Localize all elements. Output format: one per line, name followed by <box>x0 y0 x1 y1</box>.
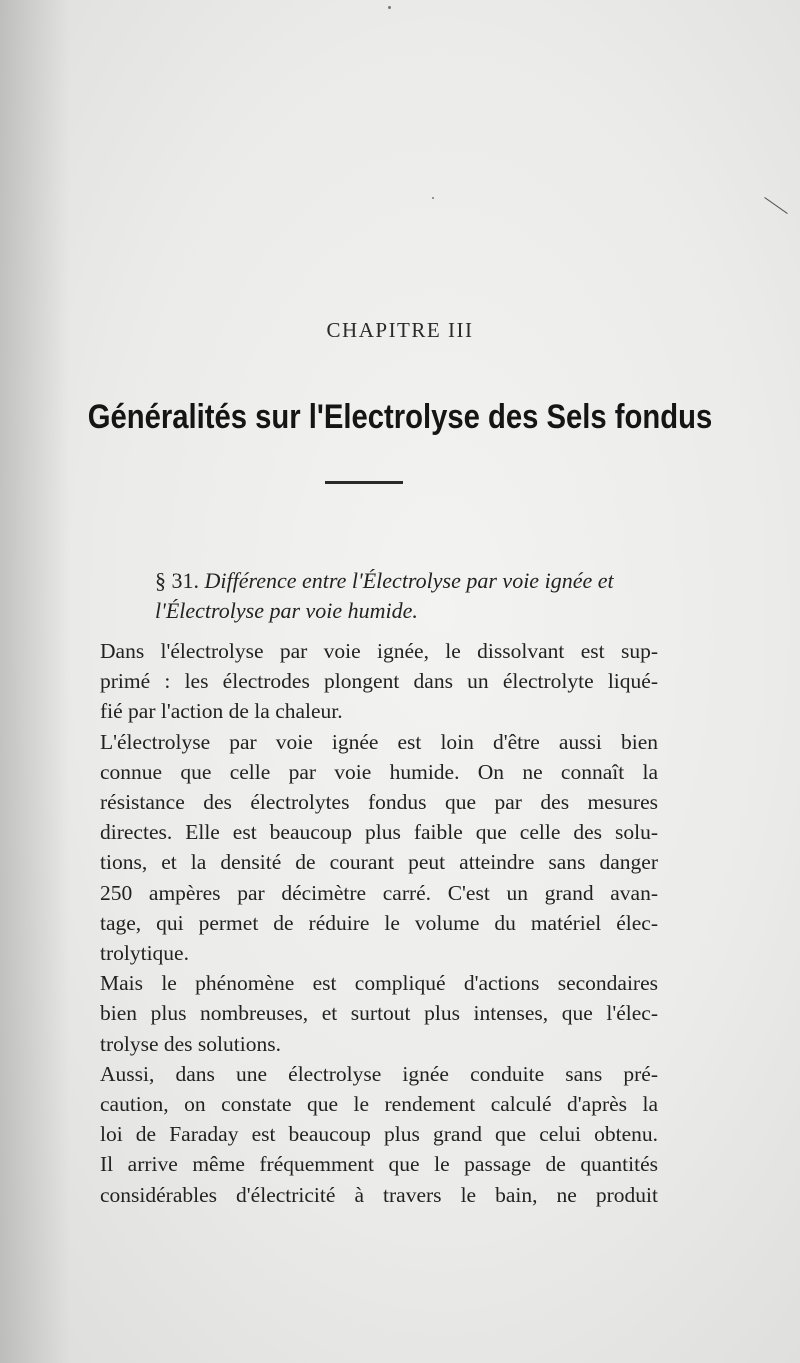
chapter-title: Généralités sur l'Electrolyse des Sels fondus <box>87 398 713 436</box>
text-line: Dans l'électrolyse par voie ignée, le dissolvant est sup- <box>100 639 658 663</box>
text-line: tions, et la densité de courant peut atteindre sans danger <box>100 850 658 875</box>
text-line: Mais le phénomène est compliqué d'actions secondaires <box>100 971 658 996</box>
text-line: trolyse des solutions. <box>100 1031 281 1056</box>
paragraph <box>100 968 658 1059</box>
paragraph <box>100 1059 658 1210</box>
scan-speck <box>388 6 391 9</box>
scan-speck <box>432 197 434 199</box>
text-line: fié par l'action de la chaleur. <box>100 699 343 724</box>
text-line: tage, qui permet de réduire le volume du matériel élec- <box>100 910 658 935</box>
title-rule <box>325 481 403 484</box>
text-line: directes. Elle est beaucoup plus faible que celle des solu- <box>100 820 658 845</box>
section-title-line2: l'Électrolyse par voie humide. <box>155 598 418 623</box>
section-heading <box>155 566 665 626</box>
body-text <box>100 636 658 1210</box>
paragraph <box>100 636 658 727</box>
text-line: primé : les électrodes plongent dans un électrolyte liqué- <box>100 669 658 694</box>
text-line: bien plus nombreuses, et surtout plus intenses, que l'élec- <box>100 1001 658 1026</box>
text-line: trolytique. <box>100 941 189 966</box>
text-line: Aussi, dans une électrolyse ignée conduite sans pré- <box>100 1061 658 1086</box>
text-line: loi de Faraday est beaucoup plus grand que celui obtenu. <box>100 1122 658 1147</box>
paragraph <box>100 727 658 969</box>
text-line: Il arrive même fréquemment que le passage de quantités <box>100 1152 658 1177</box>
scan-mark <box>764 197 788 214</box>
section-title-line1: Différence entre l'Électrolyse par voie ignée et <box>204 568 614 593</box>
text-line: connue que celle par voie humide. On ne connaît la <box>100 759 658 784</box>
text-line: 250 ampères par décimètre carré. C'est un grand avan- <box>100 880 658 905</box>
text-line: caution, on constate que le rendement calculé d'après la <box>100 1092 658 1117</box>
section-number: § 31. <box>155 568 199 593</box>
text-line: considérables d'électricité à travers le bain, ne produit <box>100 1182 658 1207</box>
chapter-heading: CHAPITRE III <box>326 318 474 342</box>
text-line: L'électrolyse par voie ignée est loin d'être aussi bien <box>100 729 658 754</box>
text-line: résistance des électrolytes fondus que par des mesures <box>100 790 658 815</box>
